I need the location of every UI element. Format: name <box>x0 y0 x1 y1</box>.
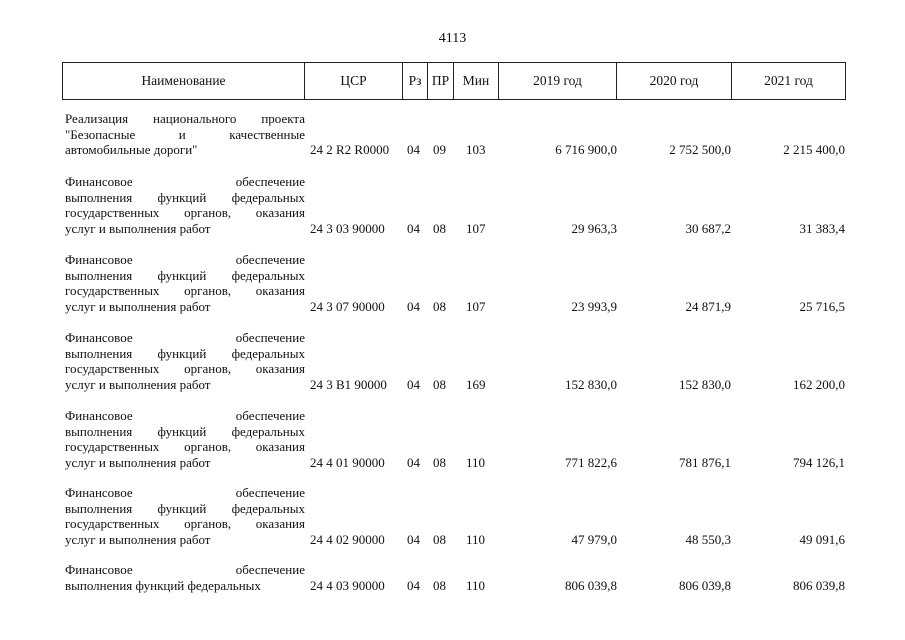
row-csr: 24 3 03 90000 <box>310 220 385 236</box>
row-value-2021: 2 215 400,0 <box>783 142 845 157</box>
row-value-2020: 24 871,9 <box>685 298 731 314</box>
row-value-2021: 794 126,1 <box>793 454 845 470</box>
row-name <box>65 174 305 236</box>
row-value-2020: 152 830,0 <box>679 376 731 392</box>
row-csr: 24 4 01 90000 <box>310 454 385 470</box>
row-csr: 24 3 В1 90000 <box>310 376 387 392</box>
row-pr: 08 <box>433 531 446 547</box>
row-name-line: Реализация национального проекта <box>65 111 305 126</box>
row-min: 107 <box>466 220 486 236</box>
row-value-2020: 30 687,2 <box>685 220 731 236</box>
header-rz: Рз <box>408 73 422 88</box>
row-name-line: "Безопасные и качественные <box>65 126 305 142</box>
row-name-line: государственных органов, оказания <box>65 283 305 298</box>
row-pr: 08 <box>433 220 446 236</box>
row-name-line: услуг и выполнения работ <box>65 454 211 470</box>
row-name-line: выполнения функций федеральных <box>65 267 305 283</box>
row-min: 103 <box>466 142 486 157</box>
row-rz: 04 <box>407 531 420 547</box>
row-name-line: Финансовое обеспечение <box>65 330 305 345</box>
row-pr: 08 <box>433 577 446 593</box>
row-value-2019: 47 979,0 <box>571 531 617 547</box>
row-value-2021: 49 091,6 <box>799 531 845 547</box>
row-value-2019: 806 039,8 <box>565 577 617 593</box>
row-csr: 24 4 02 90000 <box>310 531 385 547</box>
row-min: 169 <box>466 376 486 392</box>
row-name-line: услуг и выполнения работ <box>65 298 211 314</box>
row-csr: 24 2 R2 R0000 <box>310 142 390 157</box>
row-pr: 08 <box>433 298 446 314</box>
row-name-line: услуг и выполнения работ <box>65 376 211 392</box>
row-name <box>65 111 305 158</box>
row-name <box>65 252 305 314</box>
row-value-2020: 2 752 500,0 <box>669 142 731 157</box>
row-name-line: выполнения функций федеральных <box>65 189 305 205</box>
header-2020: 2020 год <box>649 73 699 88</box>
row-name <box>65 330 305 392</box>
row-name-line: государственных органов, оказания <box>65 361 305 376</box>
row-name-line: выполнения функций федеральных <box>65 423 305 439</box>
row-pr: 08 <box>433 376 446 392</box>
row-name-line: автомобильные дороги" <box>65 142 198 157</box>
row-value-2021: 25 716,5 <box>799 298 845 314</box>
row-rz: 04 <box>407 454 420 470</box>
row-value-2019: 23 993,9 <box>571 298 617 314</box>
row-value-2021: 31 383,4 <box>799 220 845 236</box>
row-name-line: услуг и выполнения работ <box>65 531 211 547</box>
row-value-2021: 162 200,0 <box>793 376 845 392</box>
header-pr: ПР <box>431 73 450 88</box>
row-rz: 04 <box>407 376 420 392</box>
row-name-line: государственных органов, оказания <box>65 516 305 531</box>
row-name-line: Финансовое обеспечение <box>65 485 305 500</box>
row-name-line: выполнения функций федеральных <box>65 345 305 361</box>
row-name-line: выполнения функций федеральных <box>65 500 305 516</box>
row-value-2020: 781 876,1 <box>679 454 731 470</box>
row-name-line: выполнения функций федеральных <box>65 577 261 593</box>
row-csr: 24 4 03 90000 <box>310 577 385 593</box>
row-name <box>65 562 305 593</box>
row-name-line: Финансовое обеспечение <box>65 174 305 189</box>
row-name <box>65 485 305 547</box>
header-2021: 2021 год <box>764 73 813 88</box>
row-rz: 04 <box>407 577 420 593</box>
row-rz: 04 <box>407 298 420 314</box>
header-min: Мин <box>462 73 490 88</box>
header-name: Наименование <box>141 73 226 88</box>
row-min: 110 <box>466 454 486 470</box>
row-value-2019: 6 716 900,0 <box>555 142 617 157</box>
row-name-line: государственных органов, оказания <box>65 205 305 220</box>
row-value-2020: 48 550,3 <box>685 531 731 547</box>
row-name-line: услуг и выполнения работ <box>65 220 211 236</box>
row-value-2019: 771 822,6 <box>565 454 617 470</box>
header-2019: 2019 год <box>533 73 582 88</box>
page-number: 4113 <box>438 31 467 46</box>
row-csr: 24 3 07 90000 <box>310 298 385 314</box>
table-header <box>62 62 846 100</box>
row-name-line: Финансовое обеспечение <box>65 408 305 423</box>
header-csr: ЦСР <box>340 73 367 88</box>
row-value-2021: 806 039,8 <box>793 577 845 593</box>
row-name <box>65 408 305 470</box>
row-value-2020: 806 039,8 <box>679 577 731 593</box>
row-name-line: Финансовое обеспечение <box>65 252 305 267</box>
row-name-line: Финансовое обеспечение <box>65 562 305 577</box>
row-pr: 09 <box>433 142 446 157</box>
row-min: 107 <box>466 298 486 314</box>
row-pr: 08 <box>433 454 446 470</box>
row-rz: 04 <box>407 142 420 157</box>
row-rz: 04 <box>407 220 420 236</box>
row-value-2019: 152 830,0 <box>565 376 617 392</box>
row-value-2019: 29 963,3 <box>571 220 617 236</box>
row-min: 110 <box>466 577 486 593</box>
row-min: 110 <box>466 531 486 547</box>
row-name-line: государственных органов, оказания <box>65 439 305 454</box>
